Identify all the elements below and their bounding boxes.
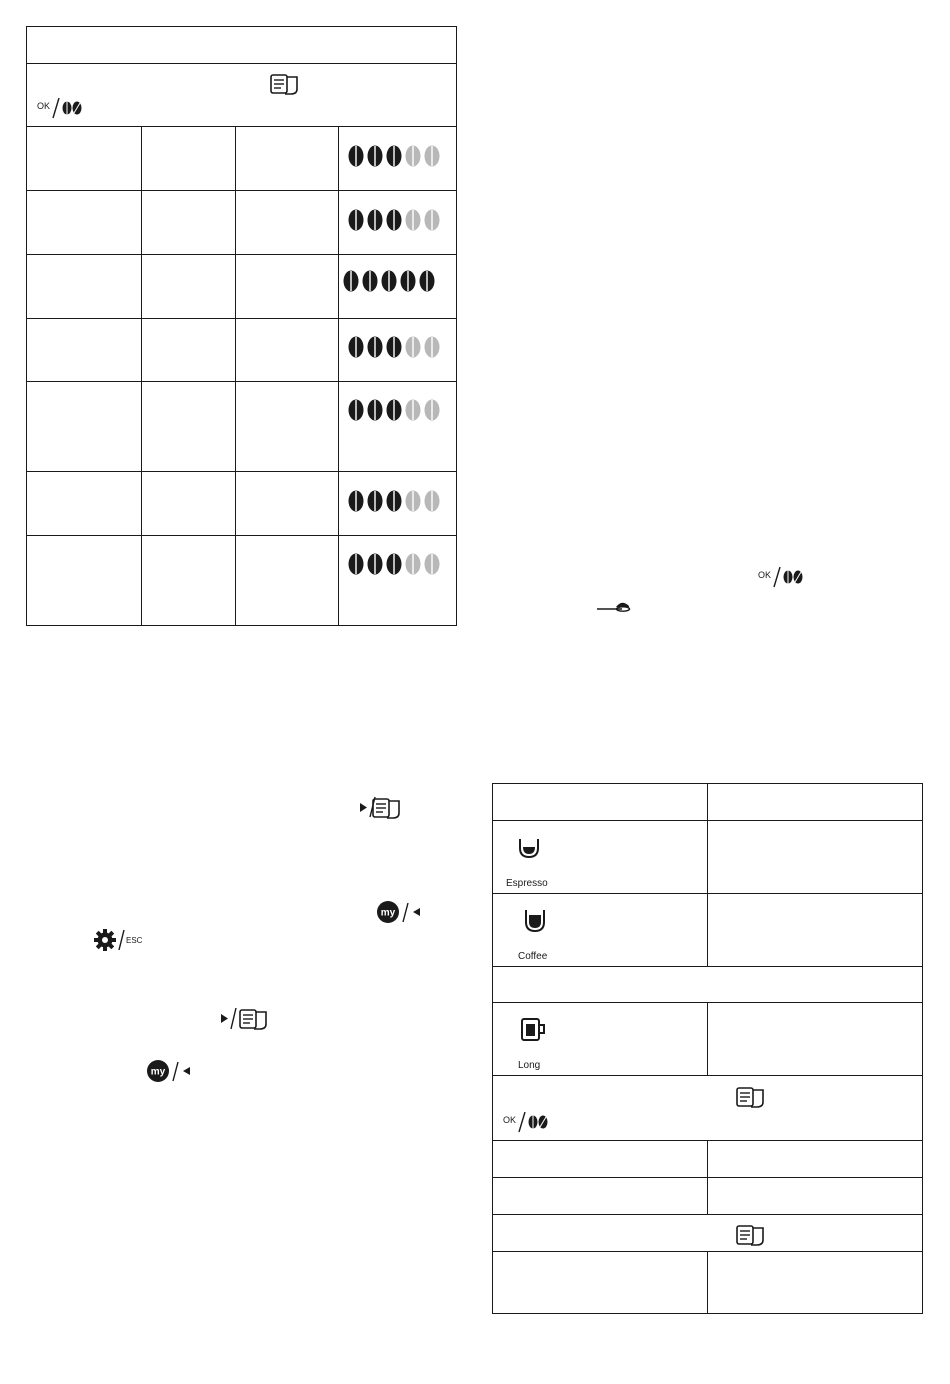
long-mug-icon xyxy=(520,1017,548,1043)
my-back-icon xyxy=(147,1060,193,1084)
table-divider xyxy=(26,190,457,191)
table-divider xyxy=(26,471,457,472)
coffee-cup-icon xyxy=(524,908,546,934)
ok-coffee-strength-icon xyxy=(37,98,85,120)
gear-esc-icon xyxy=(94,928,146,952)
strength-indicator xyxy=(348,144,448,168)
my-label: my xyxy=(380,907,396,919)
espresso-cup-icon xyxy=(518,836,540,860)
table-divider xyxy=(707,1251,708,1314)
ok-coffee-strength-icon xyxy=(503,1112,551,1134)
arrow-right-recipe-icon xyxy=(220,1007,268,1033)
esc-label: ESC xyxy=(126,936,143,945)
table-divider xyxy=(26,535,457,536)
strength-indicator xyxy=(348,552,448,576)
table-divider xyxy=(26,254,457,255)
table-divider xyxy=(26,318,457,319)
strength-indicator xyxy=(348,208,448,232)
drink-label-espresso: Espresso xyxy=(506,878,548,889)
strength-table xyxy=(26,26,457,626)
drink-label-coffee: Coffee xyxy=(518,951,548,962)
recipe-book-icon xyxy=(736,1224,766,1248)
table-divider xyxy=(707,783,708,967)
my-back-icon xyxy=(377,901,423,925)
table-divider xyxy=(26,381,457,382)
table-divider xyxy=(26,126,457,127)
my-label: my xyxy=(150,1066,166,1078)
table-divider xyxy=(141,126,142,626)
measuring-spoon-icon xyxy=(596,598,632,614)
recipe-book-icon xyxy=(736,1086,766,1110)
ok-coffee-strength-icon xyxy=(758,567,806,589)
table-divider xyxy=(707,1140,708,1215)
strength-indicator xyxy=(343,269,443,293)
strength-indicator xyxy=(348,398,448,422)
strength-indicator xyxy=(348,489,448,513)
arrow-right-recipe-icon xyxy=(358,797,400,823)
table-divider xyxy=(707,1002,708,1076)
recipe-book-icon xyxy=(270,73,300,97)
strength-indicator xyxy=(348,335,448,359)
table-divider xyxy=(338,126,339,626)
drink-label-long: Long xyxy=(518,1060,541,1071)
table-divider xyxy=(26,63,457,64)
table-divider xyxy=(235,126,236,626)
